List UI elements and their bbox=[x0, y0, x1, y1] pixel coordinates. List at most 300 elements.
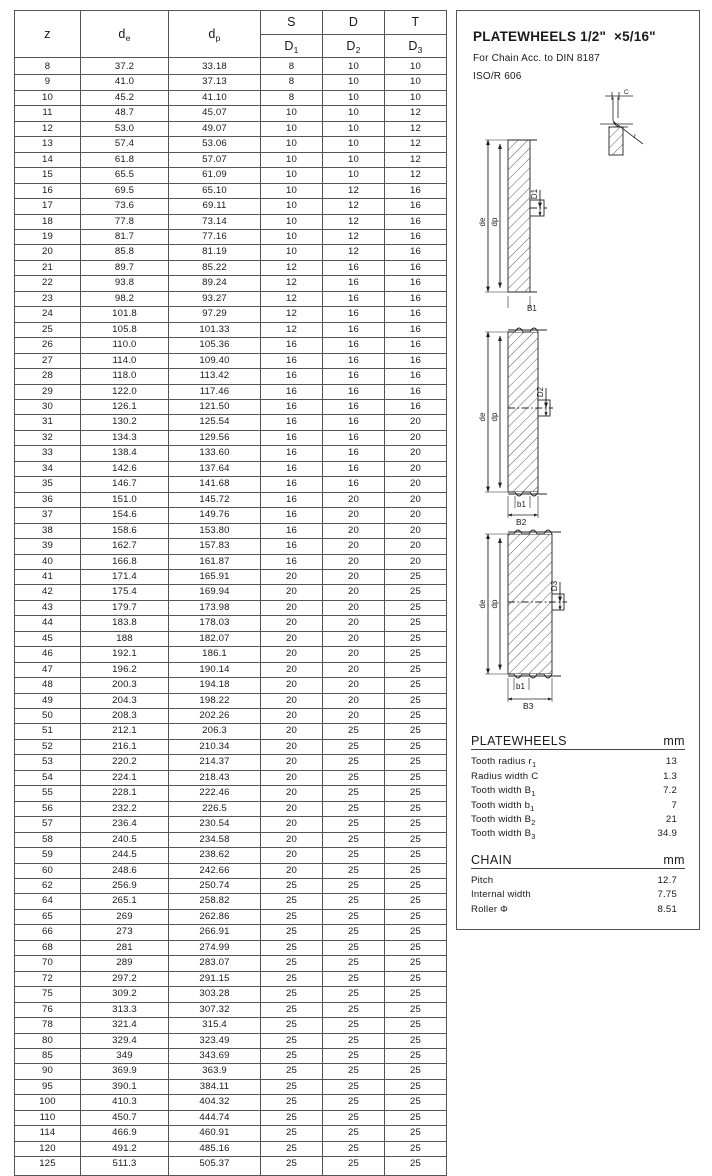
cell-d3: 25 bbox=[385, 1018, 447, 1033]
cell-de: 37.2 bbox=[81, 58, 169, 75]
cell-d3: 25 bbox=[385, 956, 447, 971]
cell-dp: 262.86 bbox=[169, 909, 261, 924]
cell-d1: 20 bbox=[261, 801, 323, 816]
cell-d2: 25 bbox=[323, 1018, 385, 1033]
cell-d2: 20 bbox=[323, 693, 385, 708]
cell-d3: 16 bbox=[385, 276, 447, 291]
cell-d3: 25 bbox=[385, 678, 447, 693]
table-row bbox=[15, 662, 447, 677]
cell-z: 56 bbox=[15, 801, 81, 816]
cell-d3: 20 bbox=[385, 415, 447, 430]
cell-d2: 25 bbox=[323, 1157, 385, 1175]
platewheels-spec-label: Tooth width $B_2$ bbox=[471, 813, 536, 827]
cell-z: 66 bbox=[15, 925, 81, 940]
cell-dp: 303.28 bbox=[169, 987, 261, 1002]
cell-d2: 25 bbox=[323, 817, 385, 832]
platewheels-spec-value: 7 bbox=[671, 799, 677, 811]
cell-de: 69.5 bbox=[81, 183, 169, 198]
cell-z: 85 bbox=[15, 1049, 81, 1064]
cell-de: 171.4 bbox=[81, 569, 169, 584]
cell-d1: 10 bbox=[261, 229, 323, 244]
cell-de: 248.6 bbox=[81, 863, 169, 878]
table-row bbox=[15, 539, 447, 554]
table-header-row-top bbox=[15, 11, 447, 35]
cell-d2: 16 bbox=[323, 260, 385, 275]
cell-d3: 25 bbox=[385, 925, 447, 940]
cell-d3: 25 bbox=[385, 971, 447, 986]
cell-dp: 363.9 bbox=[169, 1064, 261, 1079]
cell-d3: 25 bbox=[385, 817, 447, 832]
cell-dp: 242.66 bbox=[169, 863, 261, 878]
cell-d3: 16 bbox=[385, 260, 447, 275]
table-row bbox=[15, 1018, 447, 1033]
platewheels-spec-rows bbox=[471, 755, 685, 841]
cell-dp: 53.06 bbox=[169, 137, 261, 152]
cell-dp: 173.98 bbox=[169, 600, 261, 615]
col-header-d3: $D_3$ bbox=[385, 34, 447, 58]
cell-d3: 25 bbox=[385, 1157, 447, 1175]
cell-d1: 25 bbox=[261, 1064, 323, 1079]
table-row bbox=[15, 817, 447, 832]
cell-dp: 73.14 bbox=[169, 214, 261, 229]
cell-z: 64 bbox=[15, 894, 81, 909]
cell-d1: 25 bbox=[261, 879, 323, 894]
cell-de: 77.8 bbox=[81, 214, 169, 229]
cell-d2: 12 bbox=[323, 199, 385, 214]
cell-d2: 20 bbox=[323, 678, 385, 693]
cell-de: 101.8 bbox=[81, 307, 169, 322]
platewheels-spec-row bbox=[471, 755, 685, 769]
cell-d2: 10 bbox=[323, 90, 385, 105]
cell-d1: 10 bbox=[261, 137, 323, 152]
cell-d2: 16 bbox=[323, 369, 385, 384]
cell-d3: 25 bbox=[385, 848, 447, 863]
cell-de: 224.1 bbox=[81, 770, 169, 785]
cell-de: 216.1 bbox=[81, 739, 169, 754]
table-row bbox=[15, 647, 447, 662]
cell-dp: 178.03 bbox=[169, 616, 261, 631]
cell-z: 15 bbox=[15, 168, 81, 183]
cell-d2: 20 bbox=[323, 554, 385, 569]
cell-de: 273 bbox=[81, 925, 169, 940]
cell-dp: 77.16 bbox=[169, 229, 261, 244]
cell-d2: 16 bbox=[323, 291, 385, 306]
platewheels-spec-label: Tooth width $b_1$ bbox=[471, 799, 535, 813]
cell-de: 122.0 bbox=[81, 384, 169, 399]
cell-d1: 12 bbox=[261, 291, 323, 306]
cell-d1: 25 bbox=[261, 1157, 323, 1175]
cell-d2: 25 bbox=[323, 863, 385, 878]
label-d3: D3 bbox=[550, 580, 559, 592]
cell-d3: 25 bbox=[385, 909, 447, 924]
title-block bbox=[457, 11, 699, 82]
table-row bbox=[15, 508, 447, 523]
platewheels-spec-row bbox=[471, 799, 685, 813]
cell-z: 95 bbox=[15, 1079, 81, 1094]
cell-d2: 25 bbox=[323, 848, 385, 863]
cell-d1: 8 bbox=[261, 90, 323, 105]
cell-z: 40 bbox=[15, 554, 81, 569]
cell-d2: 20 bbox=[323, 616, 385, 631]
cell-d2: 20 bbox=[323, 662, 385, 677]
cell-d3: 25 bbox=[385, 1064, 447, 1079]
cell-dp: 234.58 bbox=[169, 832, 261, 847]
table-row bbox=[15, 322, 447, 337]
cell-de: 158.6 bbox=[81, 523, 169, 538]
label-d1: D1 bbox=[530, 188, 539, 200]
cell-z: 44 bbox=[15, 616, 81, 631]
cell-z: 17 bbox=[15, 199, 81, 214]
cell-de: 208.3 bbox=[81, 709, 169, 724]
table-row bbox=[15, 276, 447, 291]
cell-d1: 16 bbox=[261, 399, 323, 414]
cell-z: 20 bbox=[15, 245, 81, 260]
cell-d1: 20 bbox=[261, 832, 323, 847]
cell-d2: 16 bbox=[323, 338, 385, 353]
table-row bbox=[15, 1079, 447, 1094]
table-row bbox=[15, 1157, 447, 1175]
cell-z: 70 bbox=[15, 956, 81, 971]
cell-d1: 16 bbox=[261, 539, 323, 554]
platewheels-spec-value: 1.3 bbox=[663, 770, 677, 782]
cell-d3: 16 bbox=[385, 369, 447, 384]
cell-dp: 190.14 bbox=[169, 662, 261, 677]
cell-d2: 16 bbox=[323, 322, 385, 337]
cell-z: 75 bbox=[15, 987, 81, 1002]
cell-d1: 25 bbox=[261, 925, 323, 940]
cell-de: 289 bbox=[81, 956, 169, 971]
platewheels-spec-label-subscript: 1 bbox=[531, 760, 537, 770]
cell-d2: 16 bbox=[323, 461, 385, 476]
cell-d1: 12 bbox=[261, 260, 323, 275]
platewheels-spec-label-subscript: 2 bbox=[531, 817, 536, 827]
cell-d2: 16 bbox=[323, 399, 385, 414]
cell-z: 23 bbox=[15, 291, 81, 306]
table-row bbox=[15, 369, 447, 384]
cell-dp: 89.24 bbox=[169, 276, 261, 291]
table-row bbox=[15, 971, 447, 986]
info-panel bbox=[456, 10, 700, 930]
cell-d2: 10 bbox=[323, 152, 385, 167]
cell-de: 232.2 bbox=[81, 801, 169, 816]
cell-d3: 12 bbox=[385, 137, 447, 152]
cell-d3: 25 bbox=[385, 894, 447, 909]
cell-dp: 404.32 bbox=[169, 1095, 261, 1110]
table-row bbox=[15, 492, 447, 507]
cell-d2: 10 bbox=[323, 75, 385, 90]
cell-de: 118.0 bbox=[81, 369, 169, 384]
table-row bbox=[15, 786, 447, 801]
cell-d3: 16 bbox=[385, 322, 447, 337]
platewheels-spec-row bbox=[471, 770, 685, 784]
table-row bbox=[15, 106, 447, 121]
cell-dp: 113.42 bbox=[169, 369, 261, 384]
cell-d3: 12 bbox=[385, 168, 447, 183]
cell-d2: 10 bbox=[323, 121, 385, 136]
cell-d1: 25 bbox=[261, 940, 323, 955]
cell-d3: 16 bbox=[385, 307, 447, 322]
col-header-d: D bbox=[323, 11, 385, 35]
cell-de: 61.8 bbox=[81, 152, 169, 167]
cell-z: 45 bbox=[15, 631, 81, 646]
cell-de: 466.9 bbox=[81, 1126, 169, 1141]
table-row bbox=[15, 709, 447, 724]
cell-d1: 16 bbox=[261, 477, 323, 492]
cell-z: 58 bbox=[15, 832, 81, 847]
cell-d3: 25 bbox=[385, 631, 447, 646]
cell-dp: 105.36 bbox=[169, 338, 261, 353]
cell-de: 200.3 bbox=[81, 678, 169, 693]
platewheels-spec-label-subscript: 1 bbox=[530, 803, 535, 813]
cell-de: 114.0 bbox=[81, 353, 169, 368]
cell-d1: 25 bbox=[261, 956, 323, 971]
cell-z: 49 bbox=[15, 693, 81, 708]
platewheels-spec-label: Tooth width $B_1$ bbox=[471, 785, 536, 799]
cell-d2: 16 bbox=[323, 353, 385, 368]
cell-d3: 20 bbox=[385, 539, 447, 554]
cell-d3: 25 bbox=[385, 1002, 447, 1017]
cell-de: 53.0 bbox=[81, 121, 169, 136]
cell-dp: 315.4 bbox=[169, 1018, 261, 1033]
table-row bbox=[15, 523, 447, 538]
chain-spec-label: Internal width bbox=[471, 889, 531, 901]
cell-dp: 323.49 bbox=[169, 1033, 261, 1048]
col-header-z: z bbox=[15, 11, 81, 58]
cell-dp: 505.37 bbox=[169, 1157, 261, 1175]
cell-z: 32 bbox=[15, 430, 81, 445]
platewheels-spec-label: Tooth width $B_3$ bbox=[471, 828, 536, 842]
label-d2: D2 bbox=[536, 386, 545, 398]
cell-de: 105.8 bbox=[81, 322, 169, 337]
cell-d3: 25 bbox=[385, 569, 447, 584]
cell-de: 183.8 bbox=[81, 616, 169, 631]
cell-d2: 25 bbox=[323, 1064, 385, 1079]
table-row bbox=[15, 168, 447, 183]
cell-d2: 16 bbox=[323, 276, 385, 291]
cell-de: 329.4 bbox=[81, 1033, 169, 1048]
cell-d2: 25 bbox=[323, 1126, 385, 1141]
cell-d3: 12 bbox=[385, 152, 447, 167]
cell-d1: 16 bbox=[261, 492, 323, 507]
cell-de: 65.5 bbox=[81, 168, 169, 183]
table-row bbox=[15, 137, 447, 152]
table-row bbox=[15, 770, 447, 785]
cell-z: 47 bbox=[15, 662, 81, 677]
cell-d3: 25 bbox=[385, 724, 447, 739]
cell-de: 192.1 bbox=[81, 647, 169, 662]
platewheels-unit-label: mm bbox=[663, 734, 685, 749]
cell-de: 240.5 bbox=[81, 832, 169, 847]
cell-d3: 25 bbox=[385, 693, 447, 708]
cell-z: 38 bbox=[15, 523, 81, 538]
cell-d3: 25 bbox=[385, 1079, 447, 1094]
table-row bbox=[15, 121, 447, 136]
cell-d2: 25 bbox=[323, 1049, 385, 1064]
cell-z: 24 bbox=[15, 307, 81, 322]
cell-de: 369.9 bbox=[81, 1064, 169, 1079]
cell-z: 48 bbox=[15, 678, 81, 693]
cell-de: 256.9 bbox=[81, 879, 169, 894]
cell-d2: 25 bbox=[323, 1002, 385, 1017]
cell-de: 154.6 bbox=[81, 508, 169, 523]
cell-d2: 25 bbox=[323, 1141, 385, 1156]
cell-d3: 25 bbox=[385, 940, 447, 955]
cell-dp: 41.10 bbox=[169, 90, 261, 105]
cell-dp: 153.80 bbox=[169, 523, 261, 538]
table-row bbox=[15, 879, 447, 894]
cell-z: 125 bbox=[15, 1157, 81, 1175]
cell-d3: 25 bbox=[385, 832, 447, 847]
cell-de: 138.4 bbox=[81, 446, 169, 461]
table-row bbox=[15, 1002, 447, 1017]
cell-dp: 343.69 bbox=[169, 1049, 261, 1064]
cell-de: 313.3 bbox=[81, 1002, 169, 1017]
table-row bbox=[15, 477, 447, 492]
cell-d3: 16 bbox=[385, 291, 447, 306]
label-b3: B3 bbox=[523, 701, 534, 711]
cell-z: 36 bbox=[15, 492, 81, 507]
cell-dp: 307.32 bbox=[169, 1002, 261, 1017]
cell-d2: 25 bbox=[323, 894, 385, 909]
table-row bbox=[15, 940, 447, 955]
cell-d1: 10 bbox=[261, 183, 323, 198]
cell-d2: 20 bbox=[323, 508, 385, 523]
detail-label-c: C bbox=[624, 89, 629, 96]
col-header-d2: $D_2$ bbox=[323, 34, 385, 58]
cell-de: 188 bbox=[81, 631, 169, 646]
cell-de: 321.4 bbox=[81, 1018, 169, 1033]
cell-dp: 291.15 bbox=[169, 971, 261, 986]
col-header-s: S bbox=[261, 11, 323, 35]
cell-d1: 25 bbox=[261, 987, 323, 1002]
cell-d1: 16 bbox=[261, 415, 323, 430]
cell-de: 265.1 bbox=[81, 894, 169, 909]
cell-d3: 25 bbox=[385, 987, 447, 1002]
cell-d1: 10 bbox=[261, 106, 323, 121]
cell-d1: 20 bbox=[261, 616, 323, 631]
cell-d2: 10 bbox=[323, 168, 385, 183]
cell-d2: 16 bbox=[323, 430, 385, 445]
col-header-t: T bbox=[385, 11, 447, 35]
table-row bbox=[15, 307, 447, 322]
cell-d3: 10 bbox=[385, 90, 447, 105]
cell-d1: 16 bbox=[261, 508, 323, 523]
cell-d3: 10 bbox=[385, 58, 447, 75]
cell-d1: 16 bbox=[261, 523, 323, 538]
cell-d2: 16 bbox=[323, 307, 385, 322]
cell-z: 19 bbox=[15, 229, 81, 244]
cell-dp: 169.94 bbox=[169, 585, 261, 600]
cell-d1: 20 bbox=[261, 848, 323, 863]
cell-d3: 16 bbox=[385, 384, 447, 399]
cell-d2: 25 bbox=[323, 1095, 385, 1110]
chain-spec-label: Roller Φ bbox=[471, 903, 508, 915]
label-b2: B2 bbox=[516, 517, 527, 527]
label-dp-1: dp bbox=[490, 217, 499, 227]
cell-d2: 25 bbox=[323, 940, 385, 955]
label-b1-view1: B1 bbox=[527, 304, 537, 313]
cell-d1: 25 bbox=[261, 894, 323, 909]
cell-d1: 20 bbox=[261, 600, 323, 615]
table-row bbox=[15, 956, 447, 971]
cell-d1: 12 bbox=[261, 322, 323, 337]
col-header-d1: $D_1$ bbox=[261, 34, 323, 58]
cell-d2: 10 bbox=[323, 137, 385, 152]
cell-d3: 25 bbox=[385, 770, 447, 785]
cell-d2: 20 bbox=[323, 523, 385, 538]
cell-dp: 222.46 bbox=[169, 786, 261, 801]
cell-d2: 20 bbox=[323, 647, 385, 662]
cell-z: 55 bbox=[15, 786, 81, 801]
cell-d2: 16 bbox=[323, 384, 385, 399]
cell-d3: 20 bbox=[385, 523, 447, 538]
cell-d3: 25 bbox=[385, 1141, 447, 1156]
cell-dp: 182.07 bbox=[169, 631, 261, 646]
cell-d1: 10 bbox=[261, 245, 323, 260]
cell-d3: 25 bbox=[385, 647, 447, 662]
cell-de: 151.0 bbox=[81, 492, 169, 507]
cell-z: 46 bbox=[15, 647, 81, 662]
cell-d3: 20 bbox=[385, 554, 447, 569]
chain-standard-line: For Chain Acc. to DIN 8187 bbox=[473, 53, 600, 64]
cell-de: 130.2 bbox=[81, 415, 169, 430]
table-row bbox=[15, 832, 447, 847]
cell-d2: 20 bbox=[323, 539, 385, 554]
platewheels-spec-value: 7.2 bbox=[663, 785, 677, 797]
cell-z: 43 bbox=[15, 600, 81, 615]
cell-z: 78 bbox=[15, 1018, 81, 1033]
cell-z: 13 bbox=[15, 137, 81, 152]
cell-d2: 12 bbox=[323, 214, 385, 229]
cell-z: 80 bbox=[15, 1033, 81, 1048]
cell-d1: 25 bbox=[261, 1095, 323, 1110]
cell-d1: 20 bbox=[261, 755, 323, 770]
cell-dp: 206.3 bbox=[169, 724, 261, 739]
table-row bbox=[15, 616, 447, 631]
chain-heading-label: CHAIN bbox=[471, 852, 512, 867]
cell-d1: 20 bbox=[261, 647, 323, 662]
table-row bbox=[15, 1049, 447, 1064]
cell-d2: 20 bbox=[323, 585, 385, 600]
cell-d1: 25 bbox=[261, 1018, 323, 1033]
cell-d3: 25 bbox=[385, 1049, 447, 1064]
cell-de: 89.7 bbox=[81, 260, 169, 275]
cell-dp: 65.10 bbox=[169, 183, 261, 198]
cell-d1: 25 bbox=[261, 1126, 323, 1141]
cell-dp: 384.11 bbox=[169, 1079, 261, 1094]
cell-d1: 12 bbox=[261, 307, 323, 322]
cell-d3: 12 bbox=[385, 121, 447, 136]
table-row bbox=[15, 1033, 447, 1048]
chain-unit-label: mm bbox=[663, 852, 685, 867]
chain-spec-value: 8.51 bbox=[657, 903, 677, 915]
cell-dp: 137.64 bbox=[169, 461, 261, 476]
cell-d2: 25 bbox=[323, 987, 385, 1002]
cell-z: 54 bbox=[15, 770, 81, 785]
chain-spec-rows bbox=[471, 874, 685, 917]
cell-d1: 10 bbox=[261, 152, 323, 167]
table-row bbox=[15, 909, 447, 924]
chain-spec-row bbox=[471, 888, 685, 902]
cell-d1: 25 bbox=[261, 1033, 323, 1048]
cell-dp: 258.82 bbox=[169, 894, 261, 909]
cell-de: 491.2 bbox=[81, 1141, 169, 1156]
cell-de: 511.3 bbox=[81, 1157, 169, 1175]
cell-d1: 16 bbox=[261, 369, 323, 384]
cell-d1: 20 bbox=[261, 585, 323, 600]
cell-d3: 25 bbox=[385, 739, 447, 754]
cell-z: 59 bbox=[15, 848, 81, 863]
